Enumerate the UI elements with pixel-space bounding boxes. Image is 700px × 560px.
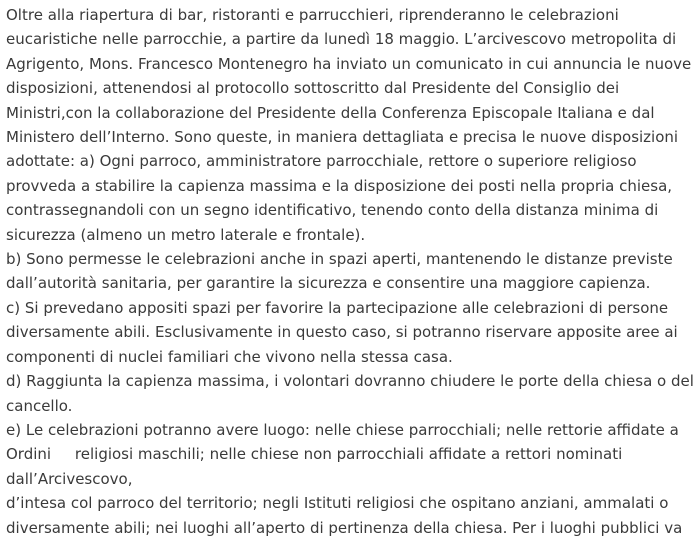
article-line: contrassegnandoli con un segno identificativo, tenendo conto della distanza minima di [6, 201, 659, 220]
article-line: d) Raggiunta la capienza massima, i volontari dovranno chiudere le porte della chiesa o del [6, 372, 694, 391]
article-body [6, 3, 698, 540]
article-line: Oltre alla riapertura di bar, ristoranti e parrucchieri, riprenderanno le celebrazioni [6, 6, 619, 24]
article-line: Agrigento, Mons. Francesco Montenegro ha inviato un comunicato in cui annuncia le nuove [6, 54, 692, 73]
article-line: dall’Arcivescovo, [6, 469, 133, 488]
article-line: sicurezza (almeno un metro laterale e frontale). [6, 225, 366, 244]
article-line: provveda a stabilire la capienza massima e la disposizione dei posti nella propria chiesa, [6, 176, 673, 195]
article-line: dall’autorità sanitaria, per garantire la sicurezza e consentire una maggiore capienza. [6, 274, 651, 293]
article-line: adottate: a) Ogni parroco, amministratore parrocchiale, rettore o superiore religioso [6, 152, 637, 171]
article-line: componenti di nuclei familiari che vivono nella stessa casa. [6, 347, 453, 366]
article-line: cancello. [6, 396, 73, 415]
article-line: Ministero dell’Interno. Sono queste, in maniera dettagliata e precisa le nuove disposizioni [6, 128, 679, 147]
article-line: Ordini religiosi maschili; nelle chiese non parrocchiali affidate a rettori nominati [6, 445, 623, 464]
article-line: b) Sono permesse le celebrazioni anche in spazi aperti, mantenendo le distanze previste [6, 250, 673, 269]
article-line: e) Le celebrazioni potranno avere luogo: nelle chiese parrocchiali; nelle rettorie affidate a [6, 420, 679, 439]
article-line: eucaristiche nelle parrocchie, a partire da lunedì 18 maggio. L’arcivescovo metropolita di [6, 30, 677, 49]
article-line: c) Si prevedano appositi spazi per favorire la partecipazione alle celebrazioni di persone [6, 298, 669, 317]
article-line: d’intesa col parroco del territorio; negli Istituti religiosi che ospitano anziani, ammalati o [6, 494, 669, 513]
article-line: disposizioni, attenendosi al protocollo sottoscritto dal Presidente del Consiglio dei [6, 79, 620, 98]
article-line: diversamente abili; nei luoghi all’aperto di pertinenza della chiesa. Per i luoghi pubblici va [6, 518, 683, 537]
article-line: diversamente abili. Esclusivamente in questo caso, si potranno riservare apposite aree ai [6, 323, 678, 342]
article-line: Ministri,con la collaborazione del Presidente della Conferenza Episcopale Italiana e dal [6, 103, 655, 122]
